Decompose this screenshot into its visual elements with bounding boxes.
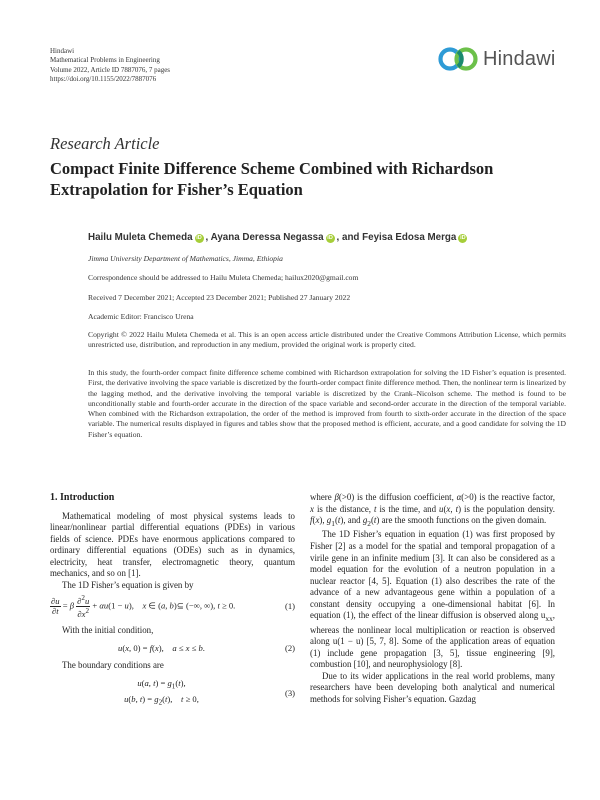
author-name[interactable]: Ayana Deressa Negassa [210, 232, 324, 243]
article-title: Compact Finite Difference Scheme Combined with Richardson Extrapolation for Fisher’s Equation [50, 159, 494, 199]
correspondence: Correspondence should be addressed to Hailu Muleta Chemeda; hailux2020@gmail.com [88, 273, 359, 282]
logo-text: Hindawi [483, 47, 556, 70]
fisher-equation-intro: The 1D Fisher’s equation is given by [62, 579, 194, 590]
author-name[interactable]: Feyisa Edosa Merga [362, 232, 457, 243]
doi-link[interactable]: https://doi.org/10.1155/2022/7887076 [50, 74, 157, 83]
right-column [310, 492, 555, 705]
initial-condition-intro: With the initial condition, [62, 625, 154, 636]
publisher-line: Hindawi [50, 47, 75, 55]
boundary-condition-intro: The boundary conditions are [62, 660, 164, 671]
methods-paragraph: Due to its wider applications in the real world problems, many researchers have been developing both analytical and numerical methods for solving Fisher’s equation. Gazdag [310, 670, 555, 704]
orcid-icon[interactable]: iD [460, 235, 466, 241]
author-name[interactable]: Hailu Muleta Chemeda [88, 232, 193, 243]
equation-2: u(x, 0) = f(x), a ≤ x ≤ b. (2) [118, 642, 295, 653]
hindawi-logo-icon [437, 45, 481, 73]
parameter-definitions: where β(>0) is the diffusion coefficient, α(>0) is the reactive factor, x is the distance, t is the time, and u(x, t) is the population density. f(x), $g_1(t)$, and $g_2(t)$ are the smooth functions on the given domain. [310, 492, 555, 528]
equation-1: $\frac{\partial u}{\partial t}$ = β $\frac{\partial^2u}{\partial x^2}$ + αu(1 − u), x ∈ (a, b)⊆ (−∞, ∞), t ≥ 0. (1) [51, 594, 295, 620]
volume-line: Volume 2022, Article ID 7887076, 7 pages [50, 65, 171, 74]
journal-name: Mathematical Problems in Engineering [50, 56, 160, 65]
journal-meta [50, 47, 170, 84]
fisher-background-paragraph: The 1D Fisher’s equation in equation (1) was first proposed by Fisher [2] as a model for the spatial and temporal propagation of a virile gene in an infinite medium [3]. It can also be considered as a model equation for the evolution of a neutron population in a nuclear reactor [4, 5]. Equation (1) also describes the rate of the advance of a new advantageous gene within a population of a constant density occupying a one-dimensional habitat [6]. In equation (1), the effect of the linear diffusion is observed along $u_{xx}$, whereas the nonlinear local multiplication or reaction is observed along u(1 − u) [5, 7, 8]. Some of the application areas of equation (1) include gene propagation [3, 5], tissue engineering [9], combustion [10], and neurophysiology [8]. [310, 529, 555, 670]
equation-3: u(a, $t) = g_1(t)$, u(b, $t) = g_2(t)$, t ≥ 0, (3) [124, 677, 295, 708]
section-heading: 1. Introduction [50, 492, 115, 503]
left-column [50, 492, 295, 710]
equation-number: (1) [284, 600, 295, 611]
equation-number: (3) [284, 687, 295, 698]
academic-editor: Academic Editor: Francisco Urena [88, 312, 194, 321]
author-separator: , [205, 232, 211, 243]
author-list [88, 232, 568, 243]
publication-dates: Received 7 December 2021; Accepted 23 December 2021; Published 27 January 2022 [88, 293, 351, 302]
orcid-icon[interactable]: iD [196, 235, 202, 241]
author-separator: , and [336, 232, 363, 243]
equation-number: (2) [284, 642, 295, 653]
abstract: In this study, the fourth-order compact finite difference scheme combined with Richardson extrapolation for solving the 1D Fisher’s equation is presented. First, the derivative involving the space variable is discretized by the fourth-order compact finite difference method. Then, the nonlinear term is linearized by the lagging method, and the derivative involving the temporal variable is discretized by the Crank–Nicolson scheme. The method is found to be unconditionally stable and fourth-order accurate in the direction of the space variable and second-order accurate in the direction of the temporal variable. When combined with the Richardson extrapolation, the order of the method is improved from fourth to sixth-order accurate in the direction of the space variable. The numerical results displayed in figures and tables show that the proposed method is efficient, accurate, and a good candidate for solving the 1D Fisher’s equation. [88, 368, 566, 439]
hindawi-logo [437, 45, 556, 73]
intro-paragraph: Mathematical modeling of most physical systems leads to linear/nonlinear partial differential equations (PDEs) in various fields of science. PDEs have enormous applications compared to ordinary differential equations (ODEs) such as in dynamics, electricity, heat transfer, electromagnetic theory, quantum mechanics, and so on [1]. [50, 510, 295, 579]
orcid-icon[interactable]: iD [327, 235, 333, 241]
article-type: Research Article [50, 134, 160, 153]
copyright-notice: Copyright © 2022 Hailu Muleta Chemeda et al. This is an open access article distributed under the Creative Commons Attribution License, which permits unrestricted use, distribution, and reproduction in any medium, provided the original work is properly cited. [88, 330, 566, 350]
affiliation: Jimma University Department of Mathematics, Jimma, Ethiopia [88, 254, 283, 263]
